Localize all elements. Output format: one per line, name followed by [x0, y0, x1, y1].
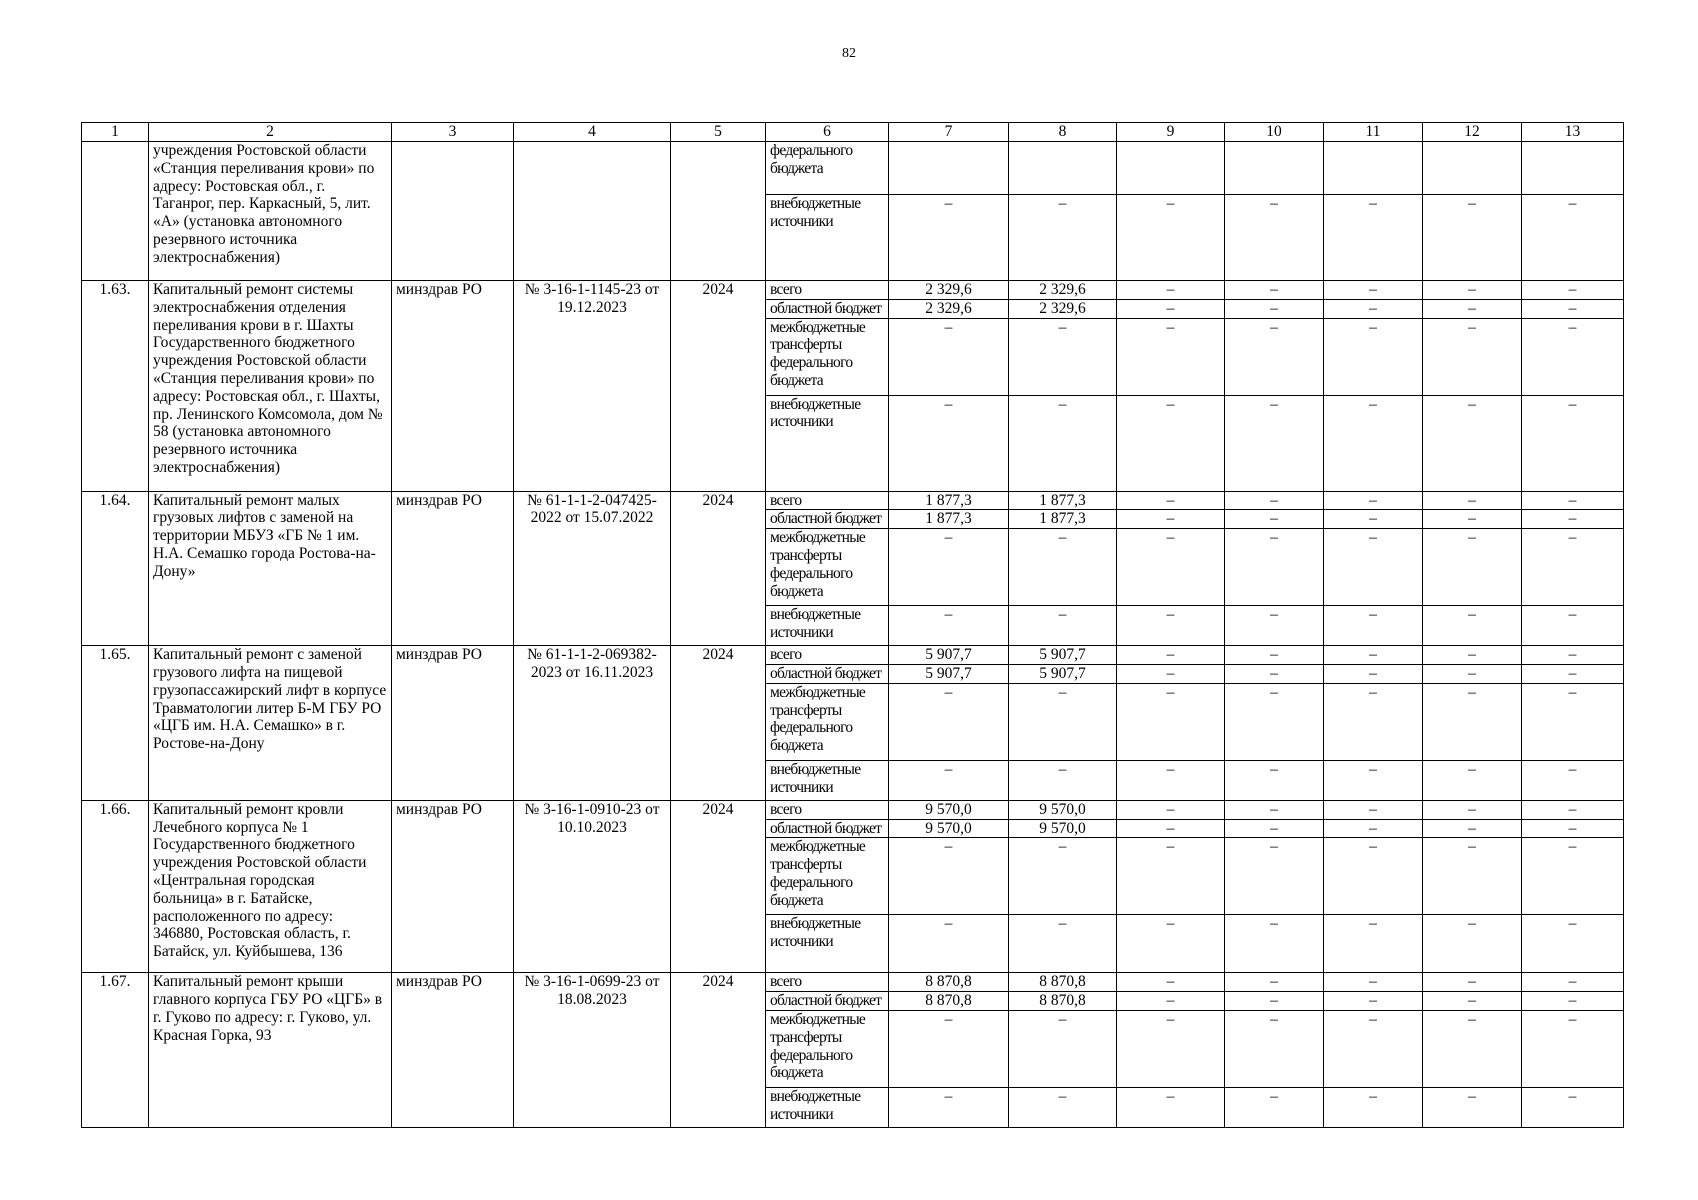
value-cell: – [1117, 800, 1225, 819]
value-cell: – [1009, 1087, 1117, 1127]
value-cell: – [1225, 299, 1324, 318]
value-cell: – [889, 1087, 1009, 1127]
value-cell: – [1522, 529, 1624, 606]
document-cell: № 61-1-1-2-047425-2022 от 15.07.2022 [514, 491, 671, 646]
funding-source-cell: областной бюджет [766, 510, 889, 529]
column-header: 3 [392, 123, 514, 142]
value-cell: – [1324, 1087, 1423, 1127]
value-cell: – [1324, 318, 1423, 395]
value-cell: – [1324, 760, 1423, 800]
value-cell: – [1423, 973, 1522, 992]
row-number-cell: 1.63. [82, 281, 149, 492]
value-cell: – [1324, 395, 1423, 491]
value-cell: 9 570,0 [889, 800, 1009, 819]
value-cell: – [1225, 646, 1324, 665]
funding-source-cell: областной бюджет [766, 299, 889, 318]
value-cell: 8 870,8 [1009, 973, 1117, 992]
funding-source-cell: межбюджетные трансферты федерального бюджета [766, 1010, 889, 1087]
value-cell: – [889, 395, 1009, 491]
value-cell: – [1225, 281, 1324, 300]
funding-source-cell: областной бюджет [766, 992, 889, 1011]
value-cell: – [1225, 1010, 1324, 1087]
value-cell: – [1324, 915, 1423, 973]
value-cell: – [1522, 510, 1624, 529]
value-cell: – [1117, 510, 1225, 529]
value-cell: – [1522, 664, 1624, 683]
funding-source-cell: федерального бюджета [766, 142, 889, 195]
value-cell: – [1522, 819, 1624, 838]
object-name-cell: Капитальный ремонт системы электроснабжения отделения переливания крови в г. Шахты Государственного бюджетного учреждения Ростовской области «Станция переливания крови» по адресу: Ростовская обл., г. Шахты, пр. Ленинского Комсомола, дом № 58 (установка автономного резервного источника электроснабжения) [149, 281, 392, 492]
value-cell: – [1423, 1010, 1522, 1087]
column-header: 9 [1117, 123, 1225, 142]
value-cell: 1 877,3 [889, 491, 1009, 510]
value-cell: – [1225, 664, 1324, 683]
organization-cell: минздрав РО [392, 491, 514, 646]
object-name-cell: Капитальный ремонт с заменой грузового лифта на пищевой грузопассажирский лифт в корпусе Травматологии литер Б-М ГБУ РО «ЦГБ им. Н.А. Семашко» в г. Ростове-на-Дону [149, 646, 392, 801]
value-cell: – [1225, 395, 1324, 491]
value-cell: 5 907,7 [1009, 664, 1117, 683]
value-cell: 1 877,3 [889, 510, 1009, 529]
value-cell: 8 870,8 [889, 992, 1009, 1011]
value-cell: – [1423, 800, 1522, 819]
value-cell: – [1522, 195, 1624, 281]
value-cell: – [889, 529, 1009, 606]
value-cell: – [1117, 606, 1225, 646]
table-row [82, 646, 1624, 665]
funding-source-cell: внебюджетные источники [766, 1087, 889, 1127]
value-cell: – [1522, 992, 1624, 1011]
object-name-cell: Капитальный ремонт малых грузовых лифтов с заменой на территории МБУЗ «ГБ № 1 им. Н.А. Семашко города Ростова-на-Дону» [149, 491, 392, 646]
value-cell: – [1324, 992, 1423, 1011]
value-cell: – [1423, 819, 1522, 838]
table-row [82, 281, 1624, 300]
value-cell: – [1225, 973, 1324, 992]
value-cell: – [1117, 915, 1225, 973]
value-cell [1225, 142, 1324, 195]
funding-source-cell: межбюджетные трансферты федерального бюджета [766, 529, 889, 606]
value-cell: – [1009, 529, 1117, 606]
column-header: 11 [1324, 123, 1423, 142]
value-cell: – [1225, 510, 1324, 529]
funding-source-cell: внебюджетные источники [766, 760, 889, 800]
value-cell: – [1522, 683, 1624, 760]
column-header: 4 [514, 123, 671, 142]
value-cell: – [1117, 318, 1225, 395]
value-cell: – [1225, 1087, 1324, 1127]
value-cell: – [1117, 1010, 1225, 1087]
value-cell: – [1522, 760, 1624, 800]
value-cell: – [1522, 299, 1624, 318]
value-cell: – [1522, 838, 1624, 915]
value-cell: 1 877,3 [1009, 491, 1117, 510]
value-cell: – [1225, 819, 1324, 838]
value-cell: – [1423, 1087, 1522, 1127]
value-cell: – [1324, 838, 1423, 915]
value-cell: – [1117, 1087, 1225, 1127]
object-name-cell: Капитальный ремонт кровли Лечебного корпуса № 1 Государственного бюджетного учреждения Ростовской области «Центральная городская больница» в г. Батайске, расположенного по адресу: 346880, Ростовская область, г. Батайск, ул. Куйбышева, 136 [149, 800, 392, 973]
document-cell: № 61-1-1-2-069382-2023 от 16.11.2023 [514, 646, 671, 801]
value-cell: – [1324, 664, 1423, 683]
value-cell: 5 907,7 [889, 664, 1009, 683]
value-cell: 2 329,6 [889, 281, 1009, 300]
column-header: 10 [1225, 123, 1324, 142]
value-cell: – [1423, 491, 1522, 510]
value-cell: – [1324, 819, 1423, 838]
funding-source-cell: внебюджетные источники [766, 606, 889, 646]
table-row [82, 973, 1624, 992]
value-cell: – [1225, 318, 1324, 395]
value-cell: – [1522, 1010, 1624, 1087]
value-cell: – [889, 683, 1009, 760]
value-cell: – [1522, 318, 1624, 395]
value-cell: 2 329,6 [1009, 299, 1117, 318]
value-cell [1324, 142, 1423, 195]
value-cell: – [1324, 1010, 1423, 1087]
value-cell: – [1009, 915, 1117, 973]
column-header: 6 [766, 123, 889, 142]
value-cell: – [1117, 395, 1225, 491]
organization-cell [392, 142, 514, 281]
value-cell: – [1522, 281, 1624, 300]
value-cell: – [1117, 973, 1225, 992]
value-cell: – [1117, 195, 1225, 281]
value-cell: – [1225, 992, 1324, 1011]
year-cell: 2024 [671, 491, 766, 646]
value-cell [889, 142, 1009, 195]
year-cell [671, 142, 766, 281]
value-cell: – [889, 1010, 1009, 1087]
funding-source-cell: всего [766, 800, 889, 819]
year-cell: 2024 [671, 973, 766, 1128]
value-cell: – [1324, 683, 1423, 760]
value-cell [1117, 142, 1225, 195]
row-number-cell: 1.65. [82, 646, 149, 801]
value-cell: – [1522, 915, 1624, 973]
table-row [82, 142, 1624, 195]
column-header: 12 [1423, 123, 1522, 142]
value-cell: – [1324, 529, 1423, 606]
year-cell: 2024 [671, 800, 766, 973]
value-cell [1009, 142, 1117, 195]
funding-source-cell: областной бюджет [766, 664, 889, 683]
value-cell: – [1117, 299, 1225, 318]
column-header: 1 [82, 123, 149, 142]
value-cell: – [1117, 838, 1225, 915]
value-cell: – [1324, 510, 1423, 529]
funding-source-cell: всего [766, 646, 889, 665]
table-row [82, 491, 1624, 510]
funding-source-cell: межбюджетные трансферты федерального бюджета [766, 838, 889, 915]
value-cell: – [1423, 299, 1522, 318]
column-header: 7 [889, 123, 1009, 142]
object-name-cell: учреждения Ростовской области «Станция переливания крови» по адресу: Ростовская обл., г. Таганрог, пер. Каркасный, 5, лит. «А» (установка автономного резервного источника электроснабжения) [149, 142, 392, 281]
value-cell: – [1117, 819, 1225, 838]
value-cell: – [1009, 318, 1117, 395]
funding-source-cell: областной бюджет [766, 819, 889, 838]
value-cell: 8 870,8 [1009, 992, 1117, 1011]
value-cell: – [1225, 838, 1324, 915]
funding-source-cell: межбюджетные трансферты федерального бюджета [766, 683, 889, 760]
value-cell: – [1009, 606, 1117, 646]
value-cell: – [1522, 973, 1624, 992]
value-cell [1522, 142, 1624, 195]
organization-cell: минздрав РО [392, 973, 514, 1128]
value-cell: – [1522, 491, 1624, 510]
funding-source-cell: всего [766, 281, 889, 300]
value-cell: – [1009, 195, 1117, 281]
column-header-row [82, 123, 1624, 142]
column-header: 13 [1522, 123, 1624, 142]
column-header: 8 [1009, 123, 1117, 142]
funding-source-cell: внебюджетные источники [766, 195, 889, 281]
value-cell [1423, 142, 1522, 195]
value-cell: – [889, 318, 1009, 395]
row-number-cell: 1.66. [82, 800, 149, 973]
value-cell: – [1423, 646, 1522, 665]
document-cell: № 3-16-1-1145-23 от 19.12.2023 [514, 281, 671, 492]
value-cell: – [1009, 395, 1117, 491]
value-cell: – [1117, 491, 1225, 510]
value-cell: – [1423, 395, 1522, 491]
value-cell: 2 329,6 [1009, 281, 1117, 300]
value-cell: – [1522, 800, 1624, 819]
value-cell: – [1009, 683, 1117, 760]
value-cell: – [1423, 281, 1522, 300]
value-cell: – [889, 915, 1009, 973]
value-cell: – [1117, 664, 1225, 683]
value-cell: 2 329,6 [889, 299, 1009, 318]
organization-cell: минздрав РО [392, 281, 514, 492]
value-cell: – [1423, 838, 1522, 915]
column-header: 5 [671, 123, 766, 142]
value-cell: – [1225, 529, 1324, 606]
value-cell: – [1324, 281, 1423, 300]
value-cell: – [1225, 606, 1324, 646]
value-cell: – [1324, 299, 1423, 318]
document-cell [514, 142, 671, 281]
value-cell: – [1522, 646, 1624, 665]
value-cell: – [1522, 1087, 1624, 1127]
value-cell: – [1423, 992, 1522, 1011]
value-cell: – [1423, 529, 1522, 606]
organization-cell: минздрав РО [392, 800, 514, 973]
value-cell: 9 570,0 [1009, 819, 1117, 838]
value-cell: – [1225, 915, 1324, 973]
value-cell: – [1324, 491, 1423, 510]
value-cell: – [1117, 281, 1225, 300]
value-cell: – [1522, 606, 1624, 646]
row-number-cell [82, 142, 149, 281]
page-number: 82 [842, 46, 856, 61]
value-cell: 1 877,3 [1009, 510, 1117, 529]
document-cell: № 3-16-1-0699-23 от 18.08.2023 [514, 973, 671, 1128]
funding-source-cell: внебюджетные источники [766, 915, 889, 973]
year-cell: 2024 [671, 281, 766, 492]
year-cell: 2024 [671, 646, 766, 801]
value-cell: – [889, 838, 1009, 915]
value-cell: – [1324, 646, 1423, 665]
value-cell: – [1009, 1010, 1117, 1087]
value-cell: – [1117, 992, 1225, 1011]
value-cell: – [889, 760, 1009, 800]
document-cell: № 3-16-1-0910-23 от 10.10.2023 [514, 800, 671, 973]
value-cell: – [1423, 510, 1522, 529]
value-cell: – [1009, 760, 1117, 800]
funding-source-cell: внебюджетные источники [766, 395, 889, 491]
funding-source-cell: всего [766, 973, 889, 992]
row-number-cell: 1.67. [82, 973, 149, 1128]
value-cell: – [1423, 318, 1522, 395]
value-cell: – [889, 606, 1009, 646]
value-cell: 9 570,0 [1009, 800, 1117, 819]
object-name-cell: Капитальный ремонт крыши главного корпуса ГБУ РО «ЦГБ» в г. Гуково по адресу: г. Гуково, ул. Красная Горка, 93 [149, 973, 392, 1128]
value-cell: – [1324, 800, 1423, 819]
value-cell: – [1117, 683, 1225, 760]
value-cell: – [1225, 683, 1324, 760]
value-cell: – [1423, 664, 1522, 683]
value-cell: – [1117, 760, 1225, 800]
value-cell: – [1117, 529, 1225, 606]
row-number-cell: 1.64. [82, 491, 149, 646]
funding-source-cell: межбюджетные трансферты федерального бюджета [766, 318, 889, 395]
value-cell: – [1324, 973, 1423, 992]
value-cell: – [1423, 195, 1522, 281]
column-header: 2 [149, 123, 392, 142]
funding-source-cell: всего [766, 491, 889, 510]
value-cell: – [1225, 491, 1324, 510]
value-cell: – [1117, 646, 1225, 665]
value-cell: – [1324, 606, 1423, 646]
value-cell: – [1522, 395, 1624, 491]
funding-table [81, 122, 1624, 1128]
value-cell: – [1324, 195, 1423, 281]
value-cell: – [1423, 760, 1522, 800]
value-cell: – [1225, 760, 1324, 800]
value-cell: 8 870,8 [889, 973, 1009, 992]
value-cell: – [1225, 195, 1324, 281]
value-cell: – [889, 195, 1009, 281]
value-cell: – [1423, 915, 1522, 973]
value-cell: – [1423, 683, 1522, 760]
value-cell: – [1225, 800, 1324, 819]
table-row [82, 800, 1624, 819]
value-cell: – [1423, 606, 1522, 646]
value-cell: 9 570,0 [889, 819, 1009, 838]
value-cell: – [1009, 838, 1117, 915]
value-cell: 5 907,7 [1009, 646, 1117, 665]
value-cell: 5 907,7 [889, 646, 1009, 665]
organization-cell: минздрав РО [392, 646, 514, 801]
